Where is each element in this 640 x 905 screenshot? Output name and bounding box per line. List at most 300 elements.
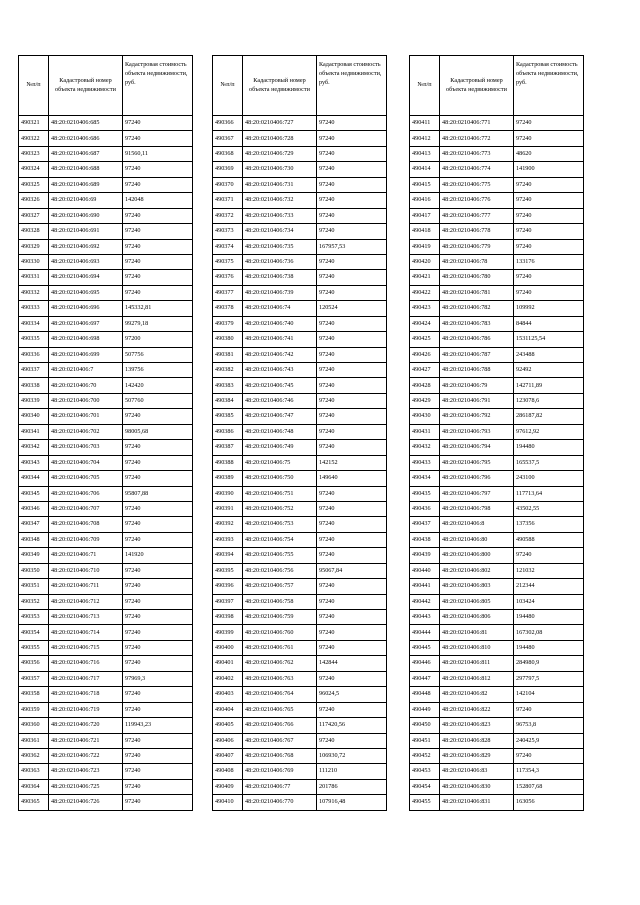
table-row xyxy=(19,517,193,532)
table-row xyxy=(213,594,387,609)
row-number-cell: 490326 xyxy=(19,193,49,208)
cadastral-number-cell: 48:20:0210406:755 xyxy=(243,548,317,563)
table-row xyxy=(19,316,193,331)
cadastral-value-cell: 97240 xyxy=(514,208,584,223)
cadastral-value-cell: 142152 xyxy=(317,455,387,470)
table-row xyxy=(19,610,193,625)
table-row xyxy=(213,301,387,316)
row-number-cell: 490429 xyxy=(410,393,440,408)
table-row xyxy=(213,440,387,455)
table-row xyxy=(19,795,193,810)
row-number-cell: 490454 xyxy=(410,779,440,794)
cadastral-number-cell: 48:20:0210406:739 xyxy=(243,285,317,300)
table-row xyxy=(19,177,193,192)
cadastral-value-cell: 48620 xyxy=(514,146,584,161)
cadastral-number-cell: 48:20:0210406:750 xyxy=(243,471,317,486)
table-row xyxy=(19,656,193,671)
cadastral-number-cell: 48:20:0210406:828 xyxy=(440,733,514,748)
header-cadastral-value: Кадастровая стоимость объекта недвижимости, руб. xyxy=(514,56,584,116)
row-number-cell: 490440 xyxy=(410,563,440,578)
cadastral-value-cell: 97240 xyxy=(514,177,584,192)
cadastral-value-cell: 97240 xyxy=(123,779,193,794)
row-number-cell: 490450 xyxy=(410,718,440,733)
cadastral-value-cell: 142420 xyxy=(123,378,193,393)
row-number-cell: 490411 xyxy=(410,116,440,131)
row-number-cell: 490407 xyxy=(213,748,243,763)
cadastral-value-cell: 97240 xyxy=(123,687,193,702)
cadastral-value-cell: 167957,53 xyxy=(317,239,387,254)
cadastral-value-cell: 97240 xyxy=(317,517,387,532)
cadastral-number-cell: 48:20:0210406:692 xyxy=(49,239,123,254)
cadastral-number-cell: 48:20:0210406:742 xyxy=(243,347,317,362)
cadastral-number-cell: 48:20:0210406:74 xyxy=(243,301,317,316)
row-number-cell: 490420 xyxy=(410,254,440,269)
table-row xyxy=(213,131,387,146)
table-row xyxy=(213,640,387,655)
row-number-cell: 490432 xyxy=(410,440,440,455)
cadastral-value-cell: 97240 xyxy=(317,347,387,362)
cadastral-number-cell: 48:20:0210406:798 xyxy=(440,501,514,516)
cadastral-number-cell: 48:20:0210406:812 xyxy=(440,671,514,686)
row-number-cell: 490335 xyxy=(19,332,49,347)
table-row xyxy=(213,563,387,578)
row-number-cell: 490430 xyxy=(410,409,440,424)
row-number-cell: 490374 xyxy=(213,239,243,254)
table-row xyxy=(19,579,193,594)
row-number-cell: 490433 xyxy=(410,455,440,470)
table-row xyxy=(213,579,387,594)
cadastral-number-cell: 48:20:0210406:695 xyxy=(49,285,123,300)
cadastral-value-cell: 97240 xyxy=(317,193,387,208)
cadastral-value-cell: 97240 xyxy=(317,532,387,547)
cadastral-number-cell: 48:20:0210406:714 xyxy=(49,625,123,640)
row-number-cell: 490398 xyxy=(213,610,243,625)
table-row xyxy=(19,671,193,686)
cadastral-number-cell: 48:20:0210406:805 xyxy=(440,594,514,609)
cadastral-value-cell: 97969,3 xyxy=(123,671,193,686)
row-number-cell: 490362 xyxy=(19,748,49,763)
row-number-cell: 490323 xyxy=(19,146,49,161)
row-number-cell: 490439 xyxy=(410,548,440,563)
cadastral-number-cell: 48:20:0210406:735 xyxy=(243,239,317,254)
cadastral-number-cell: 48:20:0210406:741 xyxy=(243,332,317,347)
table-row xyxy=(410,640,584,655)
row-number-cell: 490416 xyxy=(410,193,440,208)
row-number-cell: 490427 xyxy=(410,363,440,378)
row-number-cell: 490414 xyxy=(410,162,440,177)
cadastral-number-cell: 48:20:0210406:711 xyxy=(49,579,123,594)
table-row xyxy=(19,270,193,285)
cadastral-value-cell: 141900 xyxy=(514,162,584,177)
table-row xyxy=(410,270,584,285)
cadastral-number-cell: 48:20:0210406:778 xyxy=(440,224,514,239)
row-number-cell: 490394 xyxy=(213,548,243,563)
cadastral-value-cell: 1531125,54 xyxy=(514,332,584,347)
cadastral-number-cell: 48:20:0210406:700 xyxy=(49,393,123,408)
cadastral-number-cell: 48:20:0210406:766 xyxy=(243,718,317,733)
cadastral-value-cell: 97240 xyxy=(123,610,193,625)
table-row xyxy=(410,285,584,300)
table-row xyxy=(19,146,193,161)
table-row xyxy=(19,208,193,223)
row-number-cell: 490409 xyxy=(213,779,243,794)
row-number-cell: 490336 xyxy=(19,347,49,362)
table-row xyxy=(19,501,193,516)
cadastral-number-cell: 48:20:0210406:721 xyxy=(49,733,123,748)
cadastral-value-cell: 194480 xyxy=(514,440,584,455)
row-number-cell: 490446 xyxy=(410,656,440,671)
table-row xyxy=(213,532,387,547)
row-number-cell: 490418 xyxy=(410,224,440,239)
cadastral-number-cell: 48:20:0210406:80 xyxy=(440,532,514,547)
row-number-cell: 490401 xyxy=(213,656,243,671)
cadastral-number-cell: 48:20:0210406:810 xyxy=(440,640,514,655)
cadastral-value-cell: 194480 xyxy=(514,640,584,655)
cadastral-number-cell: 48:20:0210406:761 xyxy=(243,640,317,655)
row-number-cell: 490399 xyxy=(213,625,243,640)
table-row xyxy=(410,532,584,547)
row-number-cell: 490358 xyxy=(19,687,49,702)
cadastral-value-cell: 97240 xyxy=(317,671,387,686)
cadastral-number-cell: 48:20:0210406:794 xyxy=(440,440,514,455)
table-row xyxy=(19,702,193,717)
header-number: №п/п xyxy=(19,56,49,116)
table-row xyxy=(19,239,193,254)
cadastral-value-cell: 97240 xyxy=(123,177,193,192)
cadastral-number-cell: 48:20:0210406:786 xyxy=(440,332,514,347)
table-row xyxy=(19,363,193,378)
cadastral-number-cell: 48:20:0210406:691 xyxy=(49,224,123,239)
row-number-cell: 490453 xyxy=(410,764,440,779)
cadastral-table-1 xyxy=(18,55,193,811)
cadastral-value-cell: 97240 xyxy=(317,285,387,300)
row-number-cell: 490415 xyxy=(410,177,440,192)
table-row xyxy=(410,610,584,625)
cadastral-value-cell: 97240 xyxy=(317,254,387,269)
table-row xyxy=(213,671,387,686)
table-row xyxy=(213,424,387,439)
table-row xyxy=(19,718,193,733)
row-number-cell: 490349 xyxy=(19,548,49,563)
cadastral-number-cell: 48:20:0210406:771 xyxy=(440,116,514,131)
row-number-cell: 490344 xyxy=(19,471,49,486)
cadastral-number-cell: 48:20:0210406:788 xyxy=(440,363,514,378)
table-row xyxy=(213,193,387,208)
cadastral-number-cell: 48:20:0210406:693 xyxy=(49,254,123,269)
cadastral-number-cell: 48:20:0210406:740 xyxy=(243,316,317,331)
table-row xyxy=(410,239,584,254)
table-header-row xyxy=(213,56,387,116)
cadastral-number-cell: 48:20:0210406:686 xyxy=(49,131,123,146)
row-number-cell: 490378 xyxy=(213,301,243,316)
cadastral-value-cell: 97240 xyxy=(317,733,387,748)
header-cadastral-number: Кадастровый номер объекта недвижимости xyxy=(49,56,123,116)
cadastral-number-cell: 48:20:0210406:696 xyxy=(49,301,123,316)
cadastral-number-cell: 48:20:0210406:758 xyxy=(243,594,317,609)
table-row xyxy=(213,702,387,717)
row-number-cell: 490395 xyxy=(213,563,243,578)
cadastral-number-cell: 48:20:0210406:82 xyxy=(440,687,514,702)
table-row xyxy=(410,779,584,794)
table-row xyxy=(19,378,193,393)
cadastral-number-cell: 48:20:0210406:703 xyxy=(49,440,123,455)
row-number-cell: 490372 xyxy=(213,208,243,223)
cadastral-number-cell: 48:20:0210406:7 xyxy=(49,363,123,378)
table-row xyxy=(19,424,193,439)
cadastral-value-cell: 97240 xyxy=(317,146,387,161)
cadastral-number-cell: 48:20:0210406:752 xyxy=(243,501,317,516)
cadastral-number-cell: 48:20:0210406:831 xyxy=(440,795,514,810)
row-number-cell: 490455 xyxy=(410,795,440,810)
cadastral-value-cell: 97240 xyxy=(514,702,584,717)
cadastral-number-cell: 48:20:0210406:738 xyxy=(243,270,317,285)
cadastral-value-cell: 98005,68 xyxy=(123,424,193,439)
cadastral-value-cell: 97240 xyxy=(317,625,387,640)
cadastral-value-cell: 97240 xyxy=(317,579,387,594)
cadastral-value-cell: 97240 xyxy=(123,563,193,578)
cadastral-number-cell: 48:20:0210406:743 xyxy=(243,363,317,378)
row-number-cell: 490417 xyxy=(410,208,440,223)
cadastral-number-cell: 48:20:0210406:685 xyxy=(49,116,123,131)
cadastral-value-cell: 97240 xyxy=(514,270,584,285)
row-number-cell: 490322 xyxy=(19,131,49,146)
cadastral-value-cell: 145332,81 xyxy=(123,301,193,316)
header-number: №п/п xyxy=(213,56,243,116)
row-number-cell: 490424 xyxy=(410,316,440,331)
cadastral-value-cell: 165537,5 xyxy=(514,455,584,470)
table-row xyxy=(19,301,193,316)
row-number-cell: 490388 xyxy=(213,455,243,470)
row-number-cell: 490449 xyxy=(410,702,440,717)
row-number-cell: 490391 xyxy=(213,501,243,516)
table-row xyxy=(410,702,584,717)
cadastral-value-cell: 97240 xyxy=(317,332,387,347)
cadastral-value-cell: 97240 xyxy=(123,208,193,223)
cadastral-value-cell: 97240 xyxy=(317,316,387,331)
cadastral-value-cell: 106930,72 xyxy=(317,748,387,763)
cadastral-number-cell: 48:20:0210406:709 xyxy=(49,532,123,547)
table-row xyxy=(410,748,584,763)
cadastral-value-cell: 97240 xyxy=(123,733,193,748)
table-header-row xyxy=(410,56,584,116)
cadastral-value-cell: 97240 xyxy=(123,702,193,717)
row-number-cell: 490403 xyxy=(213,687,243,702)
table-row xyxy=(213,610,387,625)
row-number-cell: 490423 xyxy=(410,301,440,316)
cadastral-number-cell: 48:20:0210406:782 xyxy=(440,301,514,316)
table-row xyxy=(213,378,387,393)
cadastral-value-cell: 141920 xyxy=(123,548,193,563)
cadastral-number-cell: 48:20:0210406:769 xyxy=(243,764,317,779)
header-cadastral-number: Кадастровый номер объекта недвижимости xyxy=(243,56,317,116)
table-row xyxy=(19,471,193,486)
cadastral-value-cell: 97240 xyxy=(317,378,387,393)
cadastral-number-cell: 48:20:0210406:768 xyxy=(243,748,317,763)
header-number: №п/п xyxy=(410,56,440,116)
cadastral-value-cell: 117354,3 xyxy=(514,764,584,779)
table-row xyxy=(410,656,584,671)
cadastral-value-cell: 284980,9 xyxy=(514,656,584,671)
cadastral-number-cell: 48:20:0210406:787 xyxy=(440,347,514,362)
table-row xyxy=(410,764,584,779)
table-row xyxy=(213,501,387,516)
cadastral-number-cell: 48:20:0210406:756 xyxy=(243,563,317,578)
table-header-row xyxy=(19,56,193,116)
cadastral-value-cell: 97240 xyxy=(123,764,193,779)
cadastral-value-cell: 119943,23 xyxy=(123,718,193,733)
row-number-cell: 490376 xyxy=(213,270,243,285)
table-row xyxy=(213,795,387,810)
table-row xyxy=(410,208,584,223)
cadastral-value-cell: 96024,5 xyxy=(317,687,387,702)
table-row xyxy=(19,347,193,362)
row-number-cell: 490342 xyxy=(19,440,49,455)
cadastral-number-cell: 48:20:0210406:792 xyxy=(440,409,514,424)
cadastral-number-cell: 48:20:0210406:751 xyxy=(243,486,317,501)
cadastral-number-cell: 48:20:0210406:732 xyxy=(243,193,317,208)
table-row xyxy=(213,455,387,470)
cadastral-number-cell: 48:20:0210406:748 xyxy=(243,424,317,439)
table-row xyxy=(410,440,584,455)
cadastral-value-cell: 133176 xyxy=(514,254,584,269)
row-number-cell: 490435 xyxy=(410,486,440,501)
row-number-cell: 490380 xyxy=(213,332,243,347)
cadastral-number-cell: 48:20:0210406:69 xyxy=(49,193,123,208)
table-row xyxy=(410,795,584,810)
cadastral-number-cell: 48:20:0210406:753 xyxy=(243,517,317,532)
cadastral-number-cell: 48:20:0210406:777 xyxy=(440,208,514,223)
cadastral-value-cell: 97240 xyxy=(123,748,193,763)
cadastral-value-cell: 97240 xyxy=(514,239,584,254)
row-number-cell: 490350 xyxy=(19,563,49,578)
row-number-cell: 490364 xyxy=(19,779,49,794)
table-row xyxy=(213,270,387,285)
cadastral-value-cell: 137356 xyxy=(514,517,584,532)
table-row xyxy=(213,162,387,177)
row-number-cell: 490371 xyxy=(213,193,243,208)
table-row xyxy=(213,733,387,748)
table-row xyxy=(213,239,387,254)
cadastral-number-cell: 48:20:0210406:723 xyxy=(49,764,123,779)
row-number-cell: 490334 xyxy=(19,316,49,331)
row-number-cell: 490370 xyxy=(213,177,243,192)
row-number-cell: 490390 xyxy=(213,486,243,501)
cadastral-value-cell: 507756 xyxy=(123,347,193,362)
cadastral-value-cell: 91560,11 xyxy=(123,146,193,161)
cadastral-number-cell: 48:20:0210406:690 xyxy=(49,208,123,223)
row-number-cell: 490330 xyxy=(19,254,49,269)
row-number-cell: 490357 xyxy=(19,671,49,686)
row-number-cell: 490347 xyxy=(19,517,49,532)
cadastral-number-cell: 48:20:0210406:757 xyxy=(243,579,317,594)
table-row xyxy=(410,517,584,532)
cadastral-number-cell: 48:20:0210406:8 xyxy=(440,517,514,532)
cadastral-value-cell: 120524 xyxy=(317,301,387,316)
row-number-cell: 490451 xyxy=(410,733,440,748)
row-number-cell: 490437 xyxy=(410,517,440,532)
cadastral-number-cell: 48:20:0210406:770 xyxy=(243,795,317,810)
cadastral-value-cell: 107916,48 xyxy=(317,795,387,810)
table-row xyxy=(19,764,193,779)
cadastral-number-cell: 48:20:0210406:77 xyxy=(243,779,317,794)
cadastral-value-cell: 92492 xyxy=(514,363,584,378)
row-number-cell: 490359 xyxy=(19,702,49,717)
cadastral-number-cell: 48:20:0210406:797 xyxy=(440,486,514,501)
cadastral-number-cell: 48:20:0210406:747 xyxy=(243,409,317,424)
row-number-cell: 490367 xyxy=(213,131,243,146)
cadastral-number-cell: 48:20:0210406:725 xyxy=(49,779,123,794)
cadastral-value-cell: 97240 xyxy=(317,594,387,609)
table-row xyxy=(213,254,387,269)
row-number-cell: 490386 xyxy=(213,424,243,439)
cadastral-number-cell: 48:20:0210406:823 xyxy=(440,718,514,733)
row-number-cell: 490329 xyxy=(19,239,49,254)
cadastral-value-cell: 286187,82 xyxy=(514,409,584,424)
cadastral-number-cell: 48:20:0210406:78 xyxy=(440,254,514,269)
table-row xyxy=(19,532,193,547)
row-number-cell: 490443 xyxy=(410,610,440,625)
cadastral-number-cell: 48:20:0210406:783 xyxy=(440,316,514,331)
row-number-cell: 490375 xyxy=(213,254,243,269)
row-number-cell: 490327 xyxy=(19,208,49,223)
cadastral-value-cell: 507760 xyxy=(123,393,193,408)
table-row xyxy=(410,563,584,578)
table-row xyxy=(410,146,584,161)
cadastral-number-cell: 48:20:0210406:702 xyxy=(49,424,123,439)
cadastral-value-cell: 97240 xyxy=(123,131,193,146)
row-number-cell: 490345 xyxy=(19,486,49,501)
table-row xyxy=(410,594,584,609)
table-row xyxy=(19,687,193,702)
row-number-cell: 490383 xyxy=(213,378,243,393)
row-number-cell: 490452 xyxy=(410,748,440,763)
table-row xyxy=(19,455,193,470)
row-number-cell: 490385 xyxy=(213,409,243,424)
table-row xyxy=(410,501,584,516)
cadastral-number-cell: 48:20:0210406:776 xyxy=(440,193,514,208)
row-number-cell: 490356 xyxy=(19,656,49,671)
cadastral-value-cell: 99279,18 xyxy=(123,316,193,331)
table-row xyxy=(410,548,584,563)
row-number-cell: 490339 xyxy=(19,393,49,408)
row-number-cell: 490447 xyxy=(410,671,440,686)
cadastral-number-cell: 48:20:0210406:800 xyxy=(440,548,514,563)
cadastral-number-cell: 48:20:0210406:802 xyxy=(440,563,514,578)
cadastral-value-cell: 123078,6 xyxy=(514,393,584,408)
row-number-cell: 490419 xyxy=(410,239,440,254)
row-number-cell: 490373 xyxy=(213,224,243,239)
cadastral-value-cell: 97240 xyxy=(317,424,387,439)
cadastral-value-cell: 97240 xyxy=(317,640,387,655)
cadastral-value-cell: 97240 xyxy=(514,224,584,239)
cadastral-number-cell: 48:20:0210406:79 xyxy=(440,378,514,393)
cadastral-value-cell: 97240 xyxy=(514,548,584,563)
table-row xyxy=(410,393,584,408)
row-number-cell: 490321 xyxy=(19,116,49,131)
cadastral-number-cell: 48:20:0210406:699 xyxy=(49,347,123,362)
table-row xyxy=(410,316,584,331)
cadastral-number-cell: 48:20:0210406:729 xyxy=(243,146,317,161)
cadastral-number-cell: 48:20:0210406:806 xyxy=(440,610,514,625)
row-number-cell: 490366 xyxy=(213,116,243,131)
cadastral-number-cell: 48:20:0210406:722 xyxy=(49,748,123,763)
cadastral-value-cell: 142104 xyxy=(514,687,584,702)
table-row xyxy=(213,471,387,486)
cadastral-value-cell: 97240 xyxy=(514,116,584,131)
cadastral-number-cell: 48:20:0210406:759 xyxy=(243,610,317,625)
cadastral-value-cell: 97240 xyxy=(317,224,387,239)
row-number-cell: 490381 xyxy=(213,347,243,362)
